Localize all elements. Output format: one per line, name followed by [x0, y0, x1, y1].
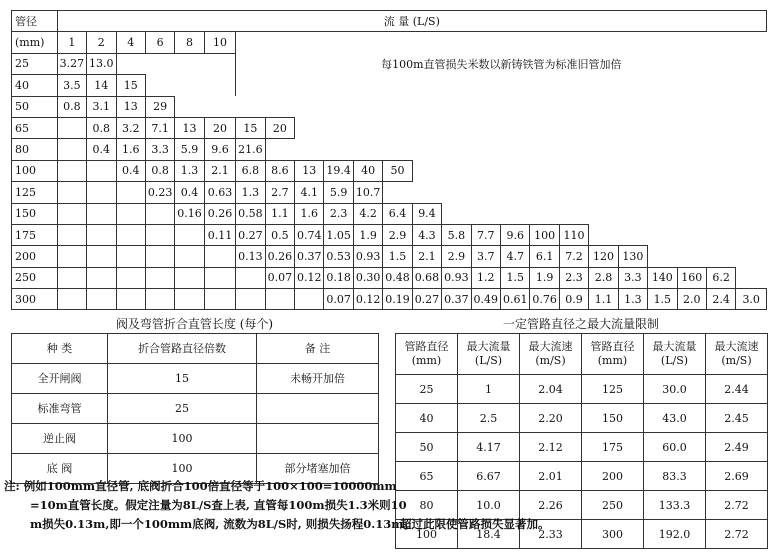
flow-limit-cell: 2.69	[706, 462, 768, 491]
flow-limit-cell: 300	[582, 520, 644, 549]
flow-header-cell: 50	[383, 160, 412, 181]
flow-limit-cell: 2.33	[520, 520, 582, 549]
empty-cell	[295, 117, 767, 138]
diameter-cell: 100	[12, 160, 58, 181]
loss-value-cell	[57, 160, 86, 181]
loss-value-cell	[87, 267, 116, 288]
loss-value-cell: 0.37	[295, 246, 324, 267]
loss-value-cell: 5.9	[175, 139, 204, 160]
flow-limit-cell: 65	[396, 462, 458, 491]
loss-value-cell: 1.9	[530, 267, 559, 288]
flow-limit-cell: 100	[396, 520, 458, 549]
flow-limit-cell: 2.44	[706, 375, 768, 404]
loss-value-cell	[175, 289, 204, 310]
flow-header-cell: 120	[589, 246, 618, 267]
flow-header-cell: 8	[175, 32, 204, 53]
flow-limit-cell: 150	[582, 404, 644, 433]
loss-value-cell: 0.58	[236, 203, 265, 224]
flow-limit-cell: 43.0	[644, 404, 706, 433]
flow-limit-cell: 40	[396, 404, 458, 433]
diameter-cell: 50	[12, 96, 58, 117]
flow-limit-cell: 133.3	[644, 491, 706, 520]
loss-value-cell: 7.7	[471, 224, 500, 245]
flow-limit-cell: 4.17	[458, 433, 520, 462]
loss-value-cell: 15	[116, 75, 145, 96]
loss-value-cell	[175, 246, 204, 267]
loss-value-cell: 3.7	[471, 246, 500, 267]
flow-limit-cell: 2.01	[520, 462, 582, 491]
loss-value-cell	[204, 289, 235, 310]
loss-value-cell	[87, 160, 116, 181]
loss-value-cell: 0.12	[353, 289, 382, 310]
note-line-3: m损失0.13m,即一个100mm底阀, 流数为8L/S时, 则损失扬程0.13m。	[30, 517, 415, 531]
loss-value-cell	[116, 182, 145, 203]
valve-cell: 未畅开加倍	[257, 364, 379, 394]
flow-limit-header-cell: 管路直径 (mm)	[582, 334, 644, 375]
loss-value-cell	[295, 289, 324, 310]
flow-limit-cell: 2.04	[520, 375, 582, 404]
loss-value-cell	[175, 224, 204, 245]
loss-value-cell: 0.74	[295, 224, 324, 245]
loss-value-cell: 0.19	[383, 289, 412, 310]
loss-value-cell: 3.27	[57, 53, 86, 74]
valve-cell: 15	[108, 364, 257, 394]
loss-value-cell: 0.8	[57, 96, 86, 117]
loss-value-cell: 1.6	[295, 203, 324, 224]
flow-header-cell: 4	[116, 32, 145, 53]
flow-limit-cell: 1	[458, 375, 520, 404]
flow-limit-cell: 80	[396, 491, 458, 520]
loss-value-cell	[204, 267, 235, 288]
flow-limit-cell: 250	[582, 491, 644, 520]
loss-value-cell	[145, 203, 174, 224]
flow-header-cell: 40	[353, 160, 382, 181]
loss-value-cell	[145, 267, 174, 288]
loss-value-cell: 2.7	[265, 182, 294, 203]
loss-value-cell: 0.37	[442, 289, 471, 310]
loss-value-cell: 2.9	[442, 246, 471, 267]
loss-value-cell: 13	[295, 160, 324, 181]
loss-value-cell	[116, 267, 145, 288]
loss-value-cell: 6.8	[236, 160, 265, 181]
empty-cell	[648, 246, 767, 267]
loss-value-cell	[116, 203, 145, 224]
loss-value-cell	[145, 246, 174, 267]
loss-value-cell	[87, 203, 116, 224]
flow-limit-header-cell: 最大流速 (m/S)	[520, 334, 582, 375]
loss-value-cell	[87, 224, 116, 245]
loss-value-cell: 1.9	[353, 224, 382, 245]
loss-value-cell: 9.4	[412, 203, 441, 224]
loss-value-cell: 0.16	[175, 203, 204, 224]
valve-cell: 标准弯管	[12, 394, 108, 424]
flow-limit-header-cell: 最大流速 (m/S)	[706, 334, 768, 375]
loss-value-cell: 1.3	[175, 160, 204, 181]
flow-limit-cell: 2.12	[520, 433, 582, 462]
valve-cell: 100	[108, 454, 257, 484]
loss-value-cell: 7.2	[559, 246, 588, 267]
loss-value-cell: 6.1	[530, 246, 559, 267]
loss-value-cell	[87, 289, 116, 310]
loss-note: 每100m直管损失米数以新铸铁管为标准旧管加倍	[236, 32, 767, 96]
loss-value-cell: 0.4	[175, 182, 204, 203]
friction-loss-table	[11, 10, 767, 310]
loss-value-cell: 0.4	[87, 139, 116, 160]
loss-value-cell	[57, 117, 86, 138]
flow-header-cell: 2	[87, 32, 116, 53]
flow-limit-cell: 83.3	[644, 462, 706, 491]
loss-value-cell: 0.07	[324, 289, 353, 310]
loss-value-cell: 0.68	[412, 267, 441, 288]
loss-value-cell: 0.93	[442, 267, 471, 288]
flow-limit-cell: 192.0	[644, 520, 706, 549]
flow-limit-cell: 2.5	[458, 404, 520, 433]
valve-cell: 全开闸阀	[12, 364, 108, 394]
loss-value-cell: 0.76	[530, 289, 559, 310]
loss-value-cell: 1.1	[265, 203, 294, 224]
loss-value-cell: 0.4	[116, 160, 145, 181]
loss-value-cell: 0.11	[204, 224, 235, 245]
loss-value-cell: 0.18	[324, 267, 353, 288]
empty-cell	[412, 160, 766, 181]
loss-value-cell: 13	[116, 96, 145, 117]
diameter-cell: 175	[12, 224, 58, 245]
flow-limit-header-cell: 最大流量 (L/S)	[644, 334, 706, 375]
loss-value-cell	[204, 246, 235, 267]
loss-value-cell: 4.7	[501, 246, 530, 267]
diameter-cell: 250	[12, 267, 58, 288]
valve-header-cell: 折合管路直径倍数	[108, 334, 257, 364]
flow-limit-cell: 2.72	[706, 520, 768, 549]
loss-value-cell: 0.26	[204, 203, 235, 224]
loss-value-cell: 13	[175, 117, 204, 138]
empty-cell	[442, 203, 767, 224]
loss-value-cell: 0.48	[383, 267, 412, 288]
loss-value-cell	[116, 224, 145, 245]
loss-value-cell: 1.3	[236, 182, 265, 203]
unit-label: (mm)	[12, 32, 58, 53]
empty-cell	[736, 267, 767, 288]
flow-limit-cell: 50	[396, 433, 458, 462]
valve-cell	[257, 424, 379, 454]
loss-value-cell	[265, 289, 294, 310]
loss-value-cell: 14	[87, 75, 116, 96]
loss-value-cell	[175, 267, 204, 288]
loss-value-cell: 1.6	[116, 139, 145, 160]
loss-value-cell: 2.0	[677, 289, 706, 310]
loss-value-cell: 0.8	[145, 160, 174, 181]
flow-limit-cell: 2.45	[706, 404, 768, 433]
diameter-cell: 80	[12, 139, 58, 160]
loss-value-cell: 21.6	[236, 139, 265, 160]
flow-limit-cell: 175	[582, 433, 644, 462]
loss-value-cell: 1.2	[471, 267, 500, 288]
valve-cell	[257, 394, 379, 424]
flow-limit-cell: 10.0	[458, 491, 520, 520]
loss-value-cell	[57, 182, 86, 203]
corner-label: 管径	[12, 11, 58, 32]
loss-value-cell	[57, 139, 86, 160]
flow-header-cell: 140	[648, 267, 677, 288]
valve-cell: 25	[108, 394, 257, 424]
loss-value-cell: 0.26	[265, 246, 294, 267]
loss-value-cell	[116, 289, 145, 310]
loss-value-cell: 2.4	[706, 289, 735, 310]
valve-cell: 100	[108, 424, 257, 454]
flow-header-cell: 20	[265, 117, 294, 138]
flow-limit-header-cell: 最大流量 (L/S)	[458, 334, 520, 375]
loss-value-cell: 0.5	[265, 224, 294, 245]
loss-value-cell: 3.5	[57, 75, 86, 96]
loss-value-cell: 10.7	[353, 182, 382, 203]
diameter-cell: 150	[12, 203, 58, 224]
valve-cell: 底 阀	[12, 454, 108, 484]
loss-value-cell: 4.2	[353, 203, 382, 224]
valve-cell: 部分堵塞加倍	[257, 454, 379, 484]
loss-value-cell: 1.05	[324, 224, 353, 245]
flow-limit-cell: 25	[396, 375, 458, 404]
loss-value-cell: 0.9	[559, 289, 588, 310]
flow-table-title: 一定管路直径之最大流量限制	[502, 317, 659, 331]
loss-value-cell: 0.13	[236, 246, 265, 267]
loss-value-cell: 4.1	[295, 182, 324, 203]
loss-value-cell: 0.93	[353, 246, 382, 267]
loss-value-cell: 1.3	[618, 289, 647, 310]
loss-value-cell	[57, 289, 86, 310]
loss-value-cell: 29	[145, 96, 174, 117]
loss-value-cell: 0.30	[353, 267, 382, 288]
loss-value-cell	[87, 246, 116, 267]
diameter-cell: 300	[12, 289, 58, 310]
diameter-cell: 200	[12, 246, 58, 267]
flow-limit-cell: 30.0	[644, 375, 706, 404]
loss-value-cell: 0.12	[295, 267, 324, 288]
note-line-1: 注: 例如100mm直径管, 底阀折合100倍直径等于100×100=10000mm	[4, 479, 397, 493]
loss-value-cell: 3.3	[618, 267, 647, 288]
loss-value-cell: 3.3	[145, 139, 174, 160]
loss-value-cell: 0.27	[236, 224, 265, 245]
loss-value-cell: 1.1	[589, 289, 618, 310]
loss-value-cell	[57, 246, 86, 267]
flow-limit-cell: 60.0	[644, 433, 706, 462]
flow-header-cell: 15	[236, 117, 265, 138]
loss-value-cell: 1.5	[648, 289, 677, 310]
loss-value-cell: 5.9	[324, 182, 353, 203]
empty-cell	[175, 96, 767, 117]
loss-value-cell: 20	[204, 117, 235, 138]
loss-value-cell: 13.0	[87, 53, 116, 74]
flow-header-title: 流 量 (L/S)	[57, 11, 766, 32]
valve-cell: 逆止阀	[12, 424, 108, 454]
flow-limit-cell: 2.26	[520, 491, 582, 520]
flow-header-cell: 6	[145, 32, 174, 53]
loss-value-cell: 1.5	[383, 246, 412, 267]
flow-limit-cell: 2.72	[706, 491, 768, 520]
loss-value-cell: 2.1	[204, 160, 235, 181]
empty-cell	[589, 224, 767, 245]
flow-limit-cell: 18.4	[458, 520, 520, 549]
note-line-2: =10m直管长度。假定注量为8L/S查上表, 直管每100m损失1.3米则10	[30, 498, 407, 512]
flow-header-cell: 110	[559, 224, 588, 245]
loss-value-cell: 3.2	[116, 117, 145, 138]
loss-value-cell	[57, 267, 86, 288]
valve-header-cell: 备 注	[257, 334, 379, 364]
valve-header-cell: 种 类	[12, 334, 108, 364]
loss-value-cell: 9.6	[501, 224, 530, 245]
flow-limit-cell: 2.20	[520, 404, 582, 433]
loss-value-cell: 2.1	[412, 246, 441, 267]
loss-value-cell: 2.3	[324, 203, 353, 224]
loss-value-cell: 0.53	[324, 246, 353, 267]
flow-header-cell: 130	[618, 246, 647, 267]
loss-value-cell: 2.3	[559, 267, 588, 288]
flow-limit-cell: 6.67	[458, 462, 520, 491]
loss-value-cell	[236, 289, 265, 310]
loss-value-cell	[116, 246, 145, 267]
valve-table-title: 阀及弯管折合直管长度 (每个)	[115, 317, 274, 331]
loss-value-cell	[87, 182, 116, 203]
loss-value-cell: 0.8	[87, 117, 116, 138]
empty-cell	[383, 182, 767, 203]
loss-value-cell: 8.6	[265, 160, 294, 181]
loss-value-cell: 0.61	[501, 289, 530, 310]
valve-equivalent-length-table	[11, 333, 379, 484]
flow-limit-cell: 200	[582, 462, 644, 491]
diameter-cell: 40	[12, 75, 58, 96]
loss-value-cell: 6.4	[383, 203, 412, 224]
diameter-cell: 65	[12, 117, 58, 138]
loss-value-cell: 6.2	[706, 267, 735, 288]
loss-value-cell: 3.1	[87, 96, 116, 117]
flow-header-cell: 100	[530, 224, 559, 245]
loss-value-cell	[236, 267, 265, 288]
loss-value-cell: 3.0	[736, 289, 767, 310]
flow-header-cell: 160	[677, 267, 706, 288]
loss-value-cell: 4.3	[412, 224, 441, 245]
loss-value-cell	[145, 224, 174, 245]
loss-value-cell: 9.6	[204, 139, 235, 160]
loss-value-cell: 0.23	[145, 182, 174, 203]
flow-header-cell: 10	[204, 32, 235, 53]
diameter-cell: 125	[12, 182, 58, 203]
loss-value-cell: 0.27	[412, 289, 441, 310]
flow-limit-cell: 125	[582, 375, 644, 404]
empty-cell	[265, 139, 766, 160]
loss-value-cell: 0.07	[265, 267, 294, 288]
diameter-cell: 25	[12, 53, 58, 74]
loss-value-cell: 19.4	[324, 160, 353, 181]
flow-limit-note: 超过此限使管路损失显著加。	[400, 517, 550, 531]
loss-value-cell: 2.9	[383, 224, 412, 245]
loss-value-cell: 1.5	[501, 267, 530, 288]
flow-limit-cell: 2.49	[706, 433, 768, 462]
loss-value-cell: 2.8	[589, 267, 618, 288]
loss-value-cell: 0.49	[471, 289, 500, 310]
flow-limit-header-cell: 管路直径 (mm)	[396, 334, 458, 375]
loss-value-cell	[57, 224, 86, 245]
loss-value-cell	[57, 203, 86, 224]
flow-header-cell: 1	[57, 32, 86, 53]
loss-value-cell: 5.8	[442, 224, 471, 245]
loss-value-cell: 7.1	[145, 117, 174, 138]
loss-value-cell	[145, 289, 174, 310]
loss-value-cell: 0.63	[204, 182, 235, 203]
